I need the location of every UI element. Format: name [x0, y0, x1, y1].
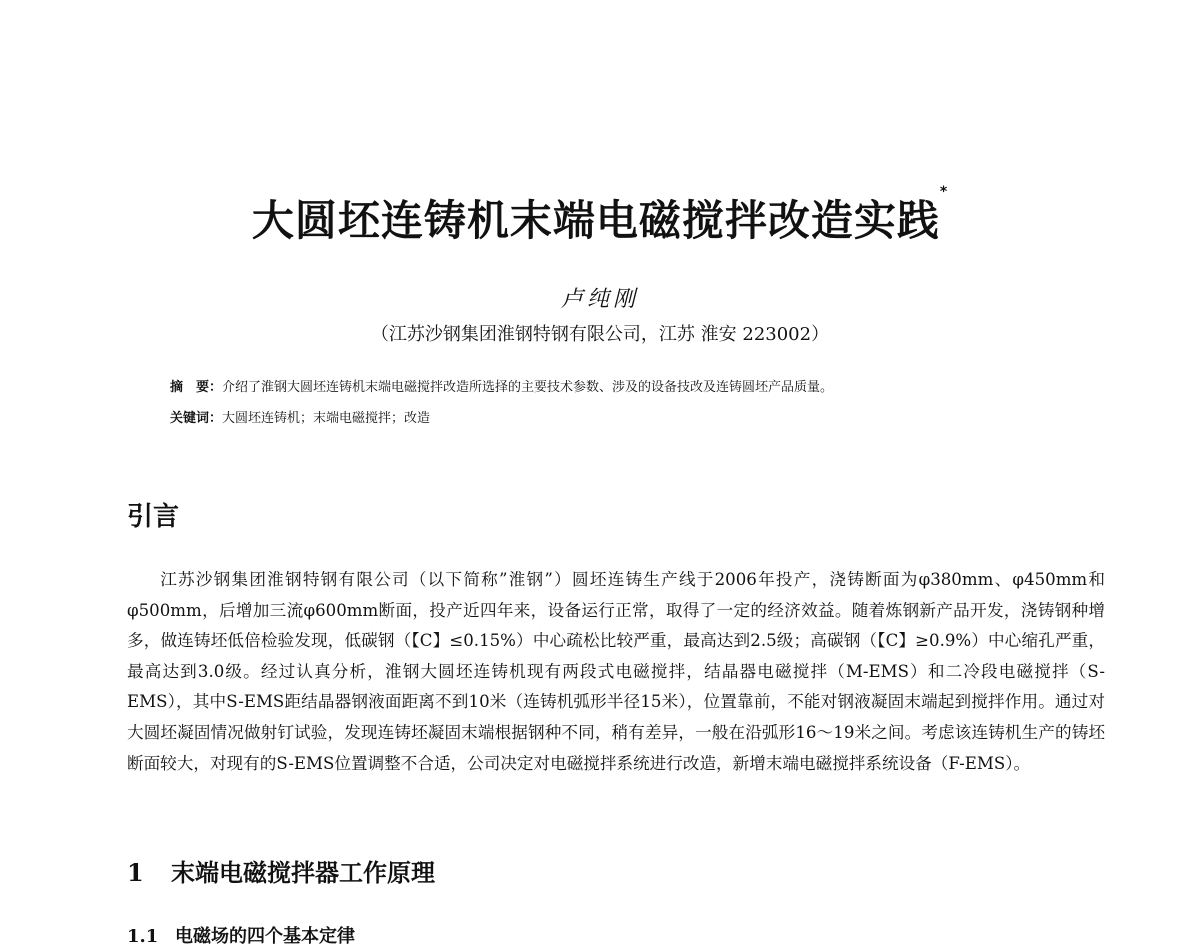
abstract	[170, 376, 833, 395]
abstract-label: 摘 要：	[170, 380, 223, 395]
keywords-text: 大圆坯连铸机；末端电磁搅拌；改造	[222, 411, 431, 426]
author-name: 卢纯刚	[560, 287, 639, 312]
section-1-1-heading	[127, 922, 355, 948]
section-1-1-number: 1.1	[127, 926, 159, 947]
intro-heading: 引言	[127, 502, 180, 532]
section-1-number: 1	[127, 858, 144, 887]
paper-title	[0, 184, 1200, 248]
section-1-title: 末端电磁搅拌器工作原理	[171, 859, 435, 887]
paper-title-text: 大圆坯连铸机末端电磁搅拌改造实践	[251, 196, 940, 245]
abstract-text: 介绍了淮钢大圆坯连铸机末端电磁搅拌改造所选择的主要技术参数、涉及的设备技改及连铸圆坯产品质量。	[222, 380, 834, 395]
section-1-heading	[127, 853, 435, 888]
intro-paragraph: 江苏沙钢集团淮钢特钢有限公司（以下简称”淮钢”）圆坯连铸生产线于2006年投产，浇铸断面为φ380mm、φ450mm和φ500mm，后增加三流φ600mm断面，投产近四年来，设备运行正常，取得了一定的经济效益。随着炼钢新产品开发，浇铸钢种增多，做连铸坯低倍检验发现，低碳钢（【C】≤0.15%）中心疏松比较严重，最高达到2.5级；高碳钢（【C】≥0.9%）中心缩孔严重，最高达到3.0级。经过认真分析，淮钢大圆坯连铸机现有两段式电磁搅拌，结晶器电磁搅拌（M-EMS）和二冷段电磁搅拌（S-EMS），其中S-EMS距结晶器钢液面距离不到10米（连铸机弧形半径15米），位置靠前，不能对钢液凝固末端起到搅拌作用。通过对大圆坯凝固情况做射钉试验，发现连铸坯凝固末端根据钢种不同，稍有差异，一般在沿弧形16～19米之间。考虑该连铸机生产的铸坯断面较大，对现有的S-EMS位置调整不合适，公司决定对电磁搅拌系统进行改造，新增末端电磁搅拌系统设备（F-EMS）。	[127, 570, 1105, 773]
title-footnote-mark: *	[939, 184, 949, 200]
keywords	[170, 407, 430, 426]
keywords-label: 关键词：	[170, 411, 223, 426]
section-1-1-title: 电磁场的四个基本定律	[175, 926, 355, 947]
author-affiliation: （江苏沙钢集团淮钢特钢有限公司，江苏 淮安 223002）	[370, 324, 830, 345]
